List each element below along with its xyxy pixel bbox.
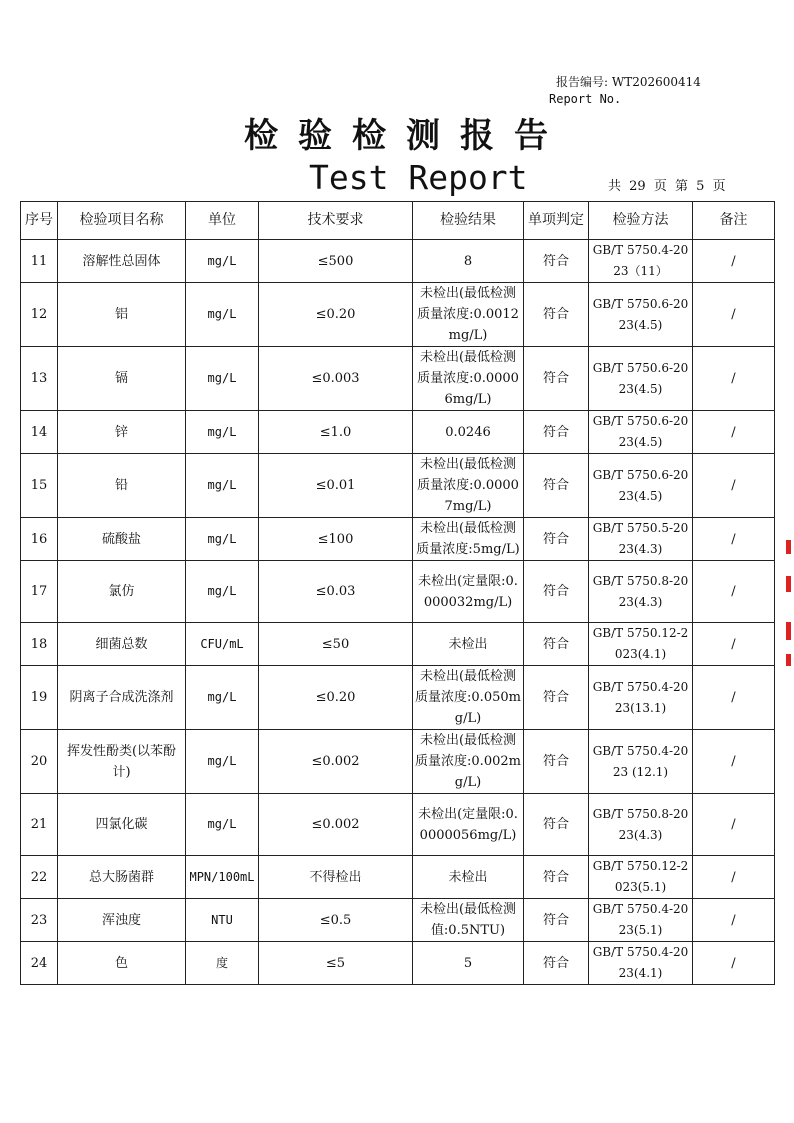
- header-method: 检验方法: [589, 202, 693, 240]
- cell-seq: 12: [21, 283, 58, 347]
- cell-unit: mg/L: [186, 240, 259, 283]
- cell-requirement: ≤0.002: [259, 794, 413, 856]
- cell-note: /: [693, 518, 775, 561]
- cell-method: GB/T 5750.8-2023(4.3): [589, 794, 693, 856]
- cell-requirement: ≤0.01: [259, 454, 413, 518]
- pager-total-prefix: 共: [608, 179, 622, 194]
- cell-note: /: [693, 794, 775, 856]
- cell-note: /: [693, 730, 775, 794]
- cell-seq: 20: [21, 730, 58, 794]
- cell-unit: 度: [186, 942, 259, 985]
- title-english: Test Report: [309, 158, 528, 197]
- cell-note: /: [693, 283, 775, 347]
- cell-item-name: 硫酸盐: [58, 518, 186, 561]
- cell-result: 未检出(最低检测质量浓度:5mg/L): [413, 518, 524, 561]
- cell-judgement: 符合: [524, 794, 589, 856]
- header-note: 备注: [693, 202, 775, 240]
- cell-item-name: 铅: [58, 454, 186, 518]
- cell-unit: mg/L: [186, 730, 259, 794]
- table-row: [21, 730, 775, 794]
- cell-result: 8: [413, 240, 524, 283]
- cell-seq: 15: [21, 454, 58, 518]
- pager-current-prefix: 第: [675, 179, 689, 194]
- table-row: [21, 561, 775, 623]
- cell-note: /: [693, 856, 775, 899]
- cell-requirement: ≤0.5: [259, 899, 413, 942]
- header-seq: 序号: [21, 202, 58, 240]
- cell-judgement: 符合: [524, 347, 589, 411]
- cell-result: 未检出(最低检测质量浓度:0.00007mg/L): [413, 454, 524, 518]
- cell-result: 0.0246: [413, 411, 524, 454]
- cell-judgement: 符合: [524, 561, 589, 623]
- cell-item-name: 色: [58, 942, 186, 985]
- cell-judgement: 符合: [524, 899, 589, 942]
- cell-seq: 24: [21, 942, 58, 985]
- cell-method: GB/T 5750.4-2023(5.1): [589, 899, 693, 942]
- header-item-name: 检验项目名称: [58, 202, 186, 240]
- cell-unit: CFU/mL: [186, 623, 259, 666]
- cell-note: /: [693, 666, 775, 730]
- cell-judgement: 符合: [524, 856, 589, 899]
- cell-unit: NTU: [186, 899, 259, 942]
- cell-seq: 18: [21, 623, 58, 666]
- cell-unit: mg/L: [186, 283, 259, 347]
- table-row: [21, 623, 775, 666]
- table-row: [21, 856, 775, 899]
- cell-seq: 21: [21, 794, 58, 856]
- report-number: 报告编号: WT202600414: [556, 75, 701, 89]
- cell-unit: mg/L: [186, 454, 259, 518]
- cell-result: 未检出(最低检测质量浓度:0.050mg/L): [413, 666, 524, 730]
- cell-result: 未检出(定量限:0.000032mg/L): [413, 561, 524, 623]
- pager-page-word: 页: [653, 179, 667, 194]
- cell-requirement: 不得检出: [259, 856, 413, 899]
- cell-requirement: ≤0.002: [259, 730, 413, 794]
- test-results-table: [20, 201, 775, 985]
- cell-unit: mg/L: [186, 518, 259, 561]
- cell-item-name: 细菌总数: [58, 623, 186, 666]
- table-row: [21, 283, 775, 347]
- cell-requirement: ≤0.20: [259, 283, 413, 347]
- cell-result: 未检出(最低检测质量浓度:0.00006mg/L): [413, 347, 524, 411]
- cell-judgement: 符合: [524, 518, 589, 561]
- table-row: [21, 411, 775, 454]
- cell-method: GB/T 5750.12-2023(5.1): [589, 856, 693, 899]
- cell-judgement: 符合: [524, 283, 589, 347]
- cell-method: GB/T 5750.6-2023(4.5): [589, 454, 693, 518]
- cell-method: GB/T 5750.5-2023(4.3): [589, 518, 693, 561]
- table-row: [21, 666, 775, 730]
- cell-note: /: [693, 240, 775, 283]
- cell-requirement: ≤5: [259, 942, 413, 985]
- cell-item-name: 阴离子合成洗涤剂: [58, 666, 186, 730]
- header-judgement: 单项判定: [524, 202, 589, 240]
- cell-note: /: [693, 347, 775, 411]
- cell-item-name: 锌: [58, 411, 186, 454]
- cell-note: /: [693, 899, 775, 942]
- cell-result: 未检出: [413, 856, 524, 899]
- pager-current-suffix: 页: [712, 179, 726, 194]
- cell-requirement: ≤0.20: [259, 666, 413, 730]
- cell-method: GB/T 5750.4-2023（11）: [589, 240, 693, 283]
- page-indicator: [606, 175, 728, 194]
- cell-judgement: 符合: [524, 454, 589, 518]
- cell-judgement: 符合: [524, 666, 589, 730]
- cell-note: /: [693, 454, 775, 518]
- table-row: [21, 899, 775, 942]
- cell-result: 未检出(最低检测值:0.5NTU): [413, 899, 524, 942]
- title-chinese: 检验检测报告: [244, 116, 568, 156]
- cell-unit: mg/L: [186, 411, 259, 454]
- cell-seq: 16: [21, 518, 58, 561]
- report-number-en-label: Report No.: [549, 92, 622, 106]
- cell-item-name: 总大肠菌群: [58, 856, 186, 899]
- cell-note: /: [693, 623, 775, 666]
- header-requirement: 技术要求: [259, 202, 413, 240]
- table-row: [21, 518, 775, 561]
- header-unit: 单位: [186, 202, 259, 240]
- cell-result: 未检出(最低检测质量浓度:0.002mg/L): [413, 730, 524, 794]
- cell-item-name: 浑浊度: [58, 899, 186, 942]
- cell-item-name: 四氯化碳: [58, 794, 186, 856]
- cell-item-name: 镉: [58, 347, 186, 411]
- cell-judgement: 符合: [524, 942, 589, 985]
- cell-requirement: ≤0.03: [259, 561, 413, 623]
- cell-seq: 14: [21, 411, 58, 454]
- cell-item-name: 溶解性总固体: [58, 240, 186, 283]
- cell-seq: 11: [21, 240, 58, 283]
- cell-method: GB/T 5750.6-2023(4.5): [589, 411, 693, 454]
- table-row: [21, 942, 775, 985]
- cell-seq: 13: [21, 347, 58, 411]
- cell-item-name: 铝: [58, 283, 186, 347]
- cell-item-name: 挥发性酚类(以苯酚计): [58, 730, 186, 794]
- cell-judgement: 符合: [524, 730, 589, 794]
- cell-seq: 17: [21, 561, 58, 623]
- cell-item-name: 氯仿: [58, 561, 186, 623]
- cell-note: /: [693, 561, 775, 623]
- seal-fragment: [786, 622, 791, 640]
- cell-note: /: [693, 942, 775, 985]
- cell-method: GB/T 5750.8-2023(4.3): [589, 561, 693, 623]
- cell-method: GB/T 5750.4-2023(4.1): [589, 942, 693, 985]
- seal-fragment: [786, 654, 791, 666]
- cell-method: GB/T 5750.4-2023 (12.1): [589, 730, 693, 794]
- cell-note: /: [693, 411, 775, 454]
- cell-judgement: 符合: [524, 411, 589, 454]
- cell-result: 5: [413, 942, 524, 985]
- cell-requirement: ≤100: [259, 518, 413, 561]
- cell-unit: mg/L: [186, 794, 259, 856]
- cell-seq: 22: [21, 856, 58, 899]
- table-row: [21, 347, 775, 411]
- cell-requirement: ≤0.003: [259, 347, 413, 411]
- cell-judgement: 符合: [524, 240, 589, 283]
- cell-unit: mg/L: [186, 561, 259, 623]
- pager-total: 29: [629, 179, 646, 194]
- cell-requirement: ≤500: [259, 240, 413, 283]
- cell-result: 未检出(定量限:0.0000056mg/L): [413, 794, 524, 856]
- cell-method: GB/T 5750.6-2023(4.5): [589, 283, 693, 347]
- seal-fragment: [786, 540, 791, 554]
- cell-result: 未检出(最低检测质量浓度:0.0012mg/L): [413, 283, 524, 347]
- cell-result: 未检出: [413, 623, 524, 666]
- cell-method: GB/T 5750.4-2023(13.1): [589, 666, 693, 730]
- cell-seq: 19: [21, 666, 58, 730]
- cell-judgement: 符合: [524, 623, 589, 666]
- table-row: [21, 240, 775, 283]
- table-row: [21, 794, 775, 856]
- cell-method: GB/T 5750.12-2023(4.1): [589, 623, 693, 666]
- header-result: 检验结果: [413, 202, 524, 240]
- table-header-row: [21, 202, 775, 240]
- cell-unit: MPN/100mL: [186, 856, 259, 899]
- cell-unit: mg/L: [186, 347, 259, 411]
- cell-requirement: ≤50: [259, 623, 413, 666]
- seal-fragment: [786, 576, 791, 592]
- cell-requirement: ≤1.0: [259, 411, 413, 454]
- table-row: [21, 454, 775, 518]
- cell-method: GB/T 5750.6-2023(4.5): [589, 347, 693, 411]
- pager-current: 5: [696, 179, 705, 194]
- cell-seq: 23: [21, 899, 58, 942]
- cell-unit: mg/L: [186, 666, 259, 730]
